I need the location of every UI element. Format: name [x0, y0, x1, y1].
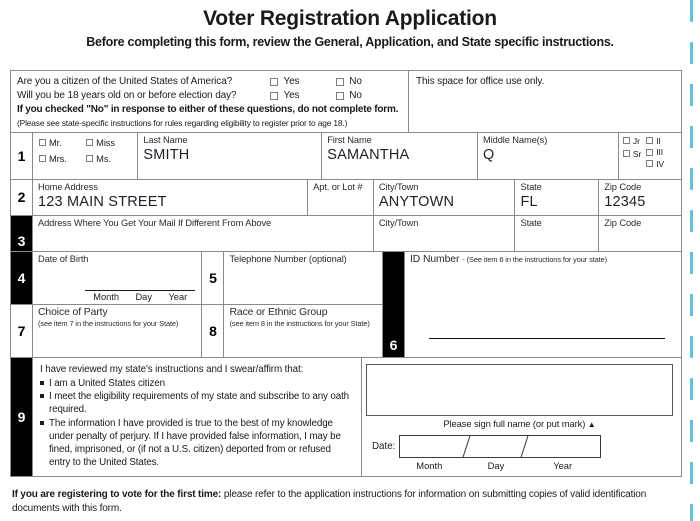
- suffix-label: Jr: [632, 135, 640, 146]
- citizenship-no-label: No: [349, 76, 362, 87]
- city-label: City/Town: [378, 181, 419, 192]
- item-7-number: 7: [11, 305, 33, 357]
- mailing-address-label: Address Where You Get Your Mail If Different From Above: [38, 217, 272, 228]
- city-field[interactable]: [374, 180, 516, 215]
- voter-registration-form: [10, 70, 682, 477]
- items-4-5-row: [11, 252, 382, 305]
- office-use-label: This space for office use only.: [416, 76, 545, 87]
- checkbox-icon[interactable]: [270, 78, 278, 86]
- id-number-rule: [429, 338, 665, 339]
- telephone-field[interactable]: [224, 252, 382, 304]
- state-value: FL: [520, 194, 538, 211]
- suffix-label: IV: [656, 158, 664, 169]
- mailing-zip-label: Zip Code: [604, 217, 642, 228]
- oath-bullet-list: [40, 377, 353, 469]
- signature-caption-text: Please sign full name (or put mark): [443, 417, 586, 429]
- suffix-label: Sr: [632, 148, 642, 159]
- item-2-number: 2: [11, 180, 33, 215]
- item-4-number: 4: [11, 252, 33, 304]
- mailing-city-label: City/Town: [378, 217, 419, 228]
- checkbox-icon[interactable]: [623, 150, 630, 157]
- apt-label: Apt. or Lot #: [313, 181, 363, 192]
- telephone-label: Telephone Number (optional): [229, 253, 347, 264]
- checkbox-icon[interactable]: [646, 160, 653, 167]
- item-9-number: 9: [11, 358, 33, 476]
- signature-date-input[interactable]: [399, 435, 601, 458]
- item-1-row: [11, 133, 681, 180]
- suffix-option-ii[interactable]: [646, 136, 664, 146]
- title-option-ms[interactable]: [86, 154, 133, 164]
- zip-value: 12345: [604, 194, 646, 211]
- suffix-option-jr[interactable]: [623, 136, 641, 146]
- signature-date-label: Date:: [371, 440, 396, 452]
- city-value: ANYTOWN: [378, 194, 455, 211]
- zip-field[interactable]: [599, 180, 681, 215]
- last-name-value: SMITH: [143, 147, 190, 164]
- home-address-value: 123 MAIN STREET: [38, 194, 167, 211]
- suffix-checkbox-group: [619, 133, 681, 179]
- signature-date-year-label: Year: [553, 459, 573, 471]
- footer-bold-lead: If you are registering to vote for the first time:: [12, 489, 222, 500]
- checkbox-icon[interactable]: [336, 92, 344, 100]
- dob-month-label: Month: [93, 291, 120, 302]
- items-7-8-row: [11, 305, 382, 357]
- dob-day-label: Day: [135, 291, 153, 302]
- title-checkbox-group: [33, 133, 138, 179]
- date-of-birth-entry[interactable]: [85, 290, 195, 302]
- race-ethnic-group-label: Race or Ethnic Group: [229, 306, 328, 318]
- suffix-label: II: [656, 135, 661, 146]
- age-yes-label: Yes: [283, 90, 300, 102]
- date-of-birth-label: Date of Birth: [38, 253, 89, 264]
- home-address-field[interactable]: [33, 180, 308, 215]
- first-name-label: First Name: [327, 134, 372, 145]
- items-4-to-8-row: [11, 252, 681, 358]
- signature-date-day-label: Day: [487, 459, 505, 471]
- id-number-heading: [410, 254, 676, 266]
- checkbox-icon[interactable]: [39, 155, 46, 162]
- checkbox-icon[interactable]: [86, 155, 93, 162]
- citizenship-yes-option[interactable]: [270, 75, 336, 89]
- first-name-field[interactable]: [322, 133, 478, 179]
- state-field[interactable]: [515, 180, 599, 215]
- date-separator: [521, 435, 529, 457]
- citizenship-yes-label: Yes: [283, 76, 300, 87]
- page-header: [0, 0, 700, 49]
- mailing-state-label: State: [520, 217, 542, 228]
- citizenship-question-row: [17, 75, 402, 89]
- age-question-label: Will you be 18 years old on or before election day?: [17, 90, 237, 102]
- title-label: Mrs.: [49, 153, 67, 164]
- footer-note: [12, 488, 680, 516]
- mailing-city-field[interactable]: [374, 216, 516, 251]
- middle-name-value: Q: [483, 147, 495, 164]
- eligibility-note: (Please see state-specific instructions for rules regarding eligibility to register prior to age 18.): [17, 117, 348, 128]
- middle-name-label: Middle Name(s): [483, 134, 548, 145]
- suffix-option-iv[interactable]: [646, 159, 664, 169]
- checkbox-icon[interactable]: [623, 137, 630, 144]
- item-8-number: 8: [202, 305, 224, 357]
- checkbox-icon[interactable]: [336, 78, 344, 86]
- title-label: Mr.: [49, 137, 62, 148]
- oath-bullet: The information I have provided is true to the best of my knowledge under penalty of perjury. If I have provided false information, I may be fined, imprisoned, or (if not a U.S. citizen) deported from or refused entry to the United States.: [40, 417, 353, 470]
- suffix-primary-column: [623, 136, 641, 179]
- signature-section: [362, 358, 681, 476]
- first-name-value: SAMANTHA: [327, 147, 410, 164]
- checkbox-icon[interactable]: [646, 149, 653, 156]
- date-of-birth-field[interactable]: [33, 252, 202, 304]
- choice-of-party-label: Choice of Party: [38, 306, 108, 318]
- age-no-label: No: [349, 90, 362, 102]
- mailing-state-field[interactable]: [515, 216, 599, 251]
- signature-caption: [366, 416, 673, 429]
- citizenship-question-label: Are you a citizen of the United States of America?: [17, 76, 233, 87]
- item-2-row: [11, 180, 681, 216]
- race-ethnic-group-field[interactable]: [224, 305, 382, 357]
- middle-name-field[interactable]: [478, 133, 619, 179]
- zip-label: Zip Code: [604, 181, 642, 192]
- page-subtitle: Before completing this form, review the General, Application, and State specific instructions.: [86, 35, 614, 50]
- age-yes-option[interactable]: [270, 89, 336, 103]
- title-option-miss[interactable]: [86, 138, 133, 148]
- eligibility-questions: [11, 71, 409, 132]
- item-5-number: 5: [202, 252, 224, 304]
- id-number-field[interactable]: [405, 252, 681, 357]
- office-use-box: [409, 71, 681, 132]
- mailing-zip-field[interactable]: [599, 216, 681, 251]
- id-number-hint: - (See item 6 in the instructions for your state): [462, 254, 607, 264]
- title-option-mr[interactable]: [39, 138, 86, 148]
- title-label: Ms.: [96, 153, 111, 164]
- item-3-number: 3: [11, 216, 33, 251]
- age-question-row: [17, 89, 402, 103]
- crop-mark-strip: [690, 0, 693, 521]
- id-number-label: ID Number: [410, 253, 460, 265]
- checkbox-icon[interactable]: [270, 92, 278, 100]
- signature-input[interactable]: [366, 364, 673, 416]
- signature-date-parts: [396, 458, 596, 471]
- item-9-row: [11, 358, 681, 477]
- mailing-address-field[interactable]: [33, 216, 374, 251]
- suffix-option-sr[interactable]: [623, 149, 641, 159]
- signature-date-row: [366, 435, 673, 458]
- citizenship-no-option[interactable]: [336, 75, 402, 89]
- date-separator: [463, 435, 471, 457]
- last-name-field[interactable]: [138, 133, 322, 179]
- suffix-option-iii[interactable]: [646, 147, 664, 157]
- checkbox-icon[interactable]: [39, 139, 46, 146]
- item-1-number: 1: [11, 133, 33, 179]
- title-label: Miss: [96, 137, 115, 148]
- race-ethnic-group-hint: (see item 8 in the instructions for your State): [229, 319, 370, 329]
- date-of-birth-parts: [85, 291, 195, 302]
- checkbox-icon[interactable]: [86, 139, 93, 146]
- title-option-mrs[interactable]: [39, 154, 86, 164]
- page-title: Voter Registration Application: [203, 7, 497, 30]
- choice-of-party-field[interactable]: [33, 305, 202, 357]
- signature-date-month-label: Month: [416, 459, 443, 471]
- eligibility-row: [11, 71, 681, 133]
- choice-of-party-hint: (see item 7 in the instructions for your State): [38, 319, 179, 329]
- home-address-label: Home Address: [38, 181, 98, 192]
- oath-bullet: I am a United States citizen: [40, 377, 353, 390]
- item-6-number: 6: [383, 252, 405, 357]
- oath-heading: I have reviewed my state's instructions and I swear/affirm that:: [40, 363, 304, 375]
- suffix-secondary-column: [646, 136, 664, 179]
- apt-field[interactable]: [308, 180, 374, 215]
- oath-statement: [33, 358, 362, 476]
- state-label: State: [520, 181, 542, 192]
- age-no-option[interactable]: [336, 89, 402, 103]
- dob-year-label: Year: [168, 291, 188, 302]
- up-arrow-icon: ▲: [587, 419, 596, 429]
- eligibility-warning: If you checked "No" in response to either of these questions, do not complete form.: [17, 104, 399, 116]
- last-name-label: Last Name: [143, 134, 188, 145]
- items-4-5-7-8-group: [11, 252, 383, 357]
- item-3-row: [11, 216, 681, 252]
- checkbox-icon[interactable]: [646, 137, 653, 144]
- oath-bullet: I meet the eligibility requirements of my state and subscribe to any oath required.: [40, 390, 353, 416]
- suffix-label: III: [656, 147, 663, 158]
- footer-rest: please refer to the application instructions for information on submitting copies of valid identification documents with this form.: [12, 489, 647, 514]
